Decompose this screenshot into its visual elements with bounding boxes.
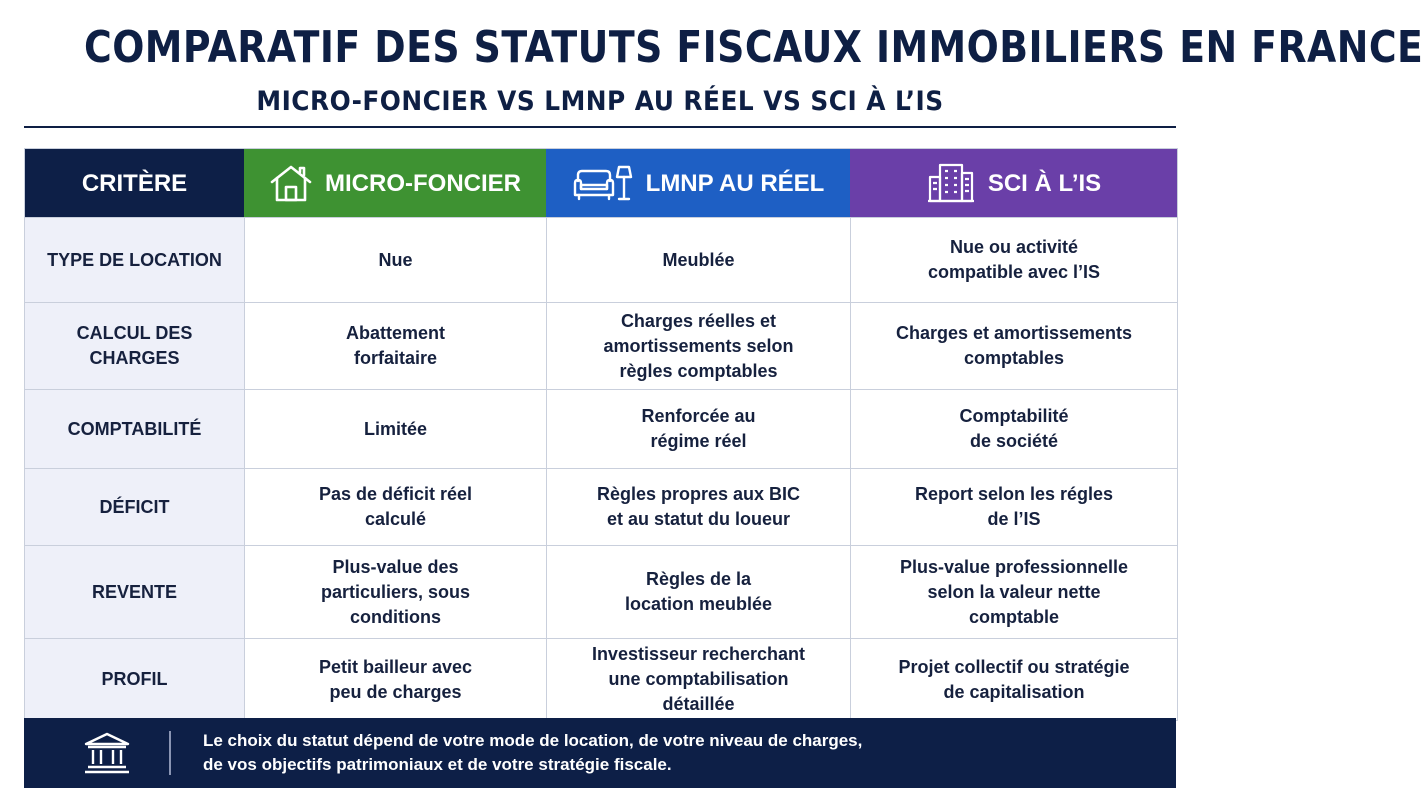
table-row (25, 389, 1177, 468)
header-micro-foncier: MICRO-FONCIER (244, 149, 546, 217)
lmnp-cell: Charges réelles et amortissements selon règles comptables (546, 303, 850, 389)
micro-foncier-cell: Plus-value des particuliers, sous conditions (244, 546, 546, 638)
lmnp-cell: Meublée (546, 218, 850, 302)
micro-foncier-cell: Limitée (244, 390, 546, 468)
sci-cell: Report selon les régles de l’IS (850, 469, 1177, 545)
micro-foncier-cell: Pas de déficit réel calculé (244, 469, 546, 545)
table-row (25, 545, 1177, 638)
micro-foncier-cell: Petit bailleur avec peu de charges (244, 639, 546, 720)
bank-icon (54, 731, 159, 775)
page-subtitle: MICRO-FONCIER VS LMNP AU RÉEL VS SCI À L’IS (256, 86, 944, 117)
lmnp-cell: Renforcée au régime réel (546, 390, 850, 468)
criterion-cell: COMPTABILITÉ (25, 390, 244, 468)
lmnp-cell: Règles propres aux BIC et au statut du loueur (546, 469, 850, 545)
lmnp-cell: Règles de la location meublée (546, 546, 850, 638)
criterion-cell: REVENTE (25, 546, 244, 638)
criterion-cell: TYPE DE LOCATION (25, 218, 244, 302)
micro-foncier-cell: Abattement forfaitaire (244, 303, 546, 389)
title-divider (24, 126, 1176, 128)
building-icon (926, 162, 976, 204)
criterion-cell: CALCUL DES CHARGES (25, 303, 244, 389)
table-row (25, 217, 1177, 302)
footer-banner (24, 718, 1176, 788)
sofa-lamp-icon (572, 163, 634, 203)
header-sci: SCI À L’IS (850, 149, 1177, 217)
header-criterion: CRITÈRE (25, 149, 244, 217)
criterion-cell: PROFIL (25, 639, 244, 720)
criterion-cell: DÉFICIT (25, 469, 244, 545)
comparison-table (24, 148, 1178, 721)
house-icon (269, 163, 313, 203)
sci-cell: Comptabilité de société (850, 390, 1177, 468)
sci-cell: Nue ou activité compatible avec l’IS (850, 218, 1177, 302)
table-row (25, 638, 1177, 720)
table-row (25, 302, 1177, 389)
footer-note: Le choix du statut dépend de votre mode de location, de votre niveau de charges, de vos objectifs patrimoniaux et de votre stratégie fiscale. (203, 731, 863, 774)
sci-cell: Projet collectif ou stratégie de capitalisation (850, 639, 1177, 720)
header-lmnp: LMNP AU RÉEL (546, 149, 850, 217)
lmnp-cell: Investisseur recherchant une comptabilisation détaillée (546, 639, 850, 720)
sci-cell: Plus-value professionnelle selon la valeur nette comptable (850, 546, 1177, 638)
table-row (25, 468, 1177, 545)
sci-cell: Charges et amortissements comptables (850, 303, 1177, 389)
footer-divider (169, 731, 171, 775)
micro-foncier-cell: Nue (244, 218, 546, 302)
table-header-row (25, 149, 1177, 217)
page-title: COMPARATIF DES STATUTS FISCAUX IMMOBILIERS EN FRANCE (84, 22, 1423, 73)
